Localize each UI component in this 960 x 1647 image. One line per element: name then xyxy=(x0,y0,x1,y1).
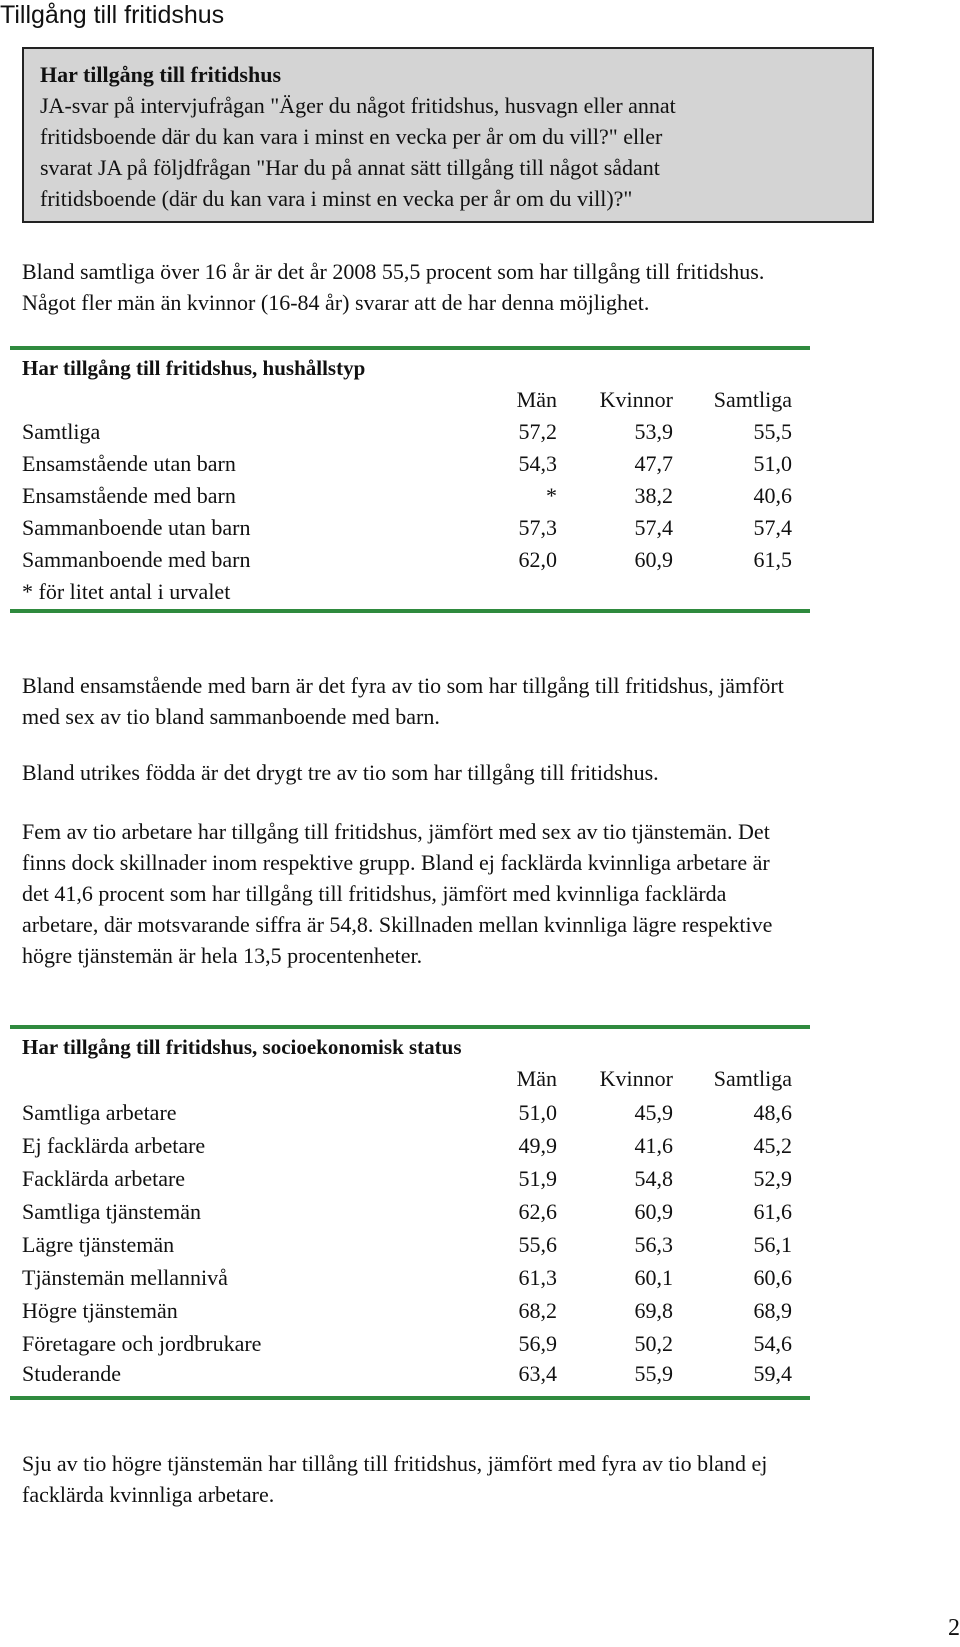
text-line: Något fler män än kvinnor (16-84 år) svarar att de har denna möjlighet. xyxy=(22,290,650,315)
row-label: Studerande xyxy=(22,1361,121,1386)
cell-men: 55,6 xyxy=(518,1232,557,1257)
cell-women: 45,9 xyxy=(634,1100,673,1125)
cell-men: 57,3 xyxy=(518,515,557,540)
intro-paragraph xyxy=(22,256,942,318)
cell-women: 57,4 xyxy=(634,515,673,540)
row-label: Samtliga xyxy=(22,419,101,444)
cell-men: 62,6 xyxy=(518,1199,557,1224)
text-line: facklärda kvinnliga arbetare. xyxy=(22,1482,275,1507)
table-bottom-rule xyxy=(10,1396,810,1400)
table-row xyxy=(10,1130,810,1162)
cell-women: 69,8 xyxy=(634,1298,673,1323)
cell-women: 53,9 xyxy=(634,419,673,444)
table-row xyxy=(10,1196,810,1228)
definition-line: fritidsboende där du kan vara i minst en vecka per år om du vill?" eller xyxy=(40,124,663,149)
row-label: Högre tjänstemän xyxy=(22,1298,178,1323)
cell-all: 55,5 xyxy=(753,419,792,444)
row-label: Företagare och jordbrukare xyxy=(22,1331,262,1356)
socioeconomic-status-table xyxy=(10,1025,810,1354)
cell-all: 45,2 xyxy=(753,1133,792,1158)
cell-men: 63,4 xyxy=(518,1361,557,1386)
table-header-row xyxy=(10,384,810,416)
table-header-row xyxy=(10,1063,810,1095)
table-row xyxy=(10,416,810,448)
cell-men: 54,3 xyxy=(518,451,557,476)
row-label: Sammanboende utan barn xyxy=(22,515,251,540)
text-line: högre tjänstemän är hela 13,5 procentenheter. xyxy=(22,943,423,968)
paragraph xyxy=(22,816,942,971)
row-label: Ensamstående med barn xyxy=(22,483,236,508)
paragraph xyxy=(22,757,942,788)
column-header-women: Kvinnor xyxy=(599,1066,673,1091)
cell-men: 49,9 xyxy=(518,1133,557,1158)
text-line: Bland ensamstående med barn är det fyra av tio som har tillgång till fritidshus, jämfört xyxy=(22,673,784,698)
cell-women: 55,9 xyxy=(634,1361,673,1386)
cell-women: 60,9 xyxy=(634,1199,673,1224)
definition-line: fritidsboende (där du kan vara i minst en vecka per år om du vill)?" xyxy=(40,186,633,211)
cell-all: 51,0 xyxy=(753,451,792,476)
column-header-all: Samtliga xyxy=(713,387,792,412)
table-footnote-row xyxy=(10,576,810,608)
text-line: det 41,6 procent som har tillgång till fritidshus, jämfört med kvinnliga facklärda xyxy=(22,881,727,906)
cell-all: 40,6 xyxy=(753,483,792,508)
section-heading: Tillgång till fritidshus xyxy=(0,1,225,29)
cell-all: 52,9 xyxy=(753,1166,792,1191)
table-row xyxy=(10,544,810,576)
cell-women: 38,2 xyxy=(634,483,673,508)
table-row xyxy=(10,1358,810,1390)
row-label: Samtliga arbetare xyxy=(22,1100,177,1125)
column-header-women: Kvinnor xyxy=(599,387,673,412)
table-row xyxy=(10,1229,810,1261)
cell-men: 57,2 xyxy=(518,419,557,444)
cell-men: 56,9 xyxy=(518,1331,557,1356)
text-line: Sju av tio högre tjänstemän har tillång till fritidshus, jämfört med fyra av tio bland ej xyxy=(22,1451,768,1476)
cell-all: 56,1 xyxy=(753,1232,792,1257)
table-row xyxy=(10,480,810,512)
cell-all: 59,4 xyxy=(753,1361,792,1386)
cell-men: 68,2 xyxy=(518,1298,557,1323)
row-label: Ej facklärda arbetare xyxy=(22,1133,206,1158)
text-line: arbetare, där motsvarande siffra är 54,8. Skillnaden mellan kvinnliga lägre respektive xyxy=(22,912,773,937)
cell-women: 60,1 xyxy=(634,1265,673,1290)
cell-all: 57,4 xyxy=(753,515,792,540)
table-row xyxy=(10,1295,810,1327)
cell-all: 48,6 xyxy=(753,1100,792,1125)
table-footnote: * för litet antal i urvalet xyxy=(22,579,231,604)
cell-all: 68,9 xyxy=(753,1298,792,1323)
household-type-table xyxy=(10,346,810,613)
cell-men: 51,0 xyxy=(518,1100,557,1125)
row-label: Facklärda arbetare xyxy=(22,1166,186,1191)
table-title: Har tillgång till fritidshus, socioekonomisk status xyxy=(22,1035,462,1059)
text-line: Bland samtliga över 16 år är det år 2008 55,5 procent som har tillgång till fritidshus. xyxy=(22,259,765,284)
text-line: med sex av tio bland sammanboende med barn. xyxy=(22,704,440,729)
definition-line: JA-svar på intervjufrågan "Äger du något fritidshus, husvagn eller annat xyxy=(40,93,676,118)
table-row xyxy=(10,1328,810,1360)
column-header-all: Samtliga xyxy=(713,1066,792,1091)
cell-women: 50,2 xyxy=(634,1331,673,1356)
page-number: 2 xyxy=(948,1615,960,1641)
table-row xyxy=(10,1163,810,1195)
cell-men: 62,0 xyxy=(518,547,557,572)
text-line: finns dock skillnader inom respektive grupp. Bland ej facklärda kvinnliga arbetare är xyxy=(22,850,770,875)
definition-title: Har tillgång till fritidshus xyxy=(40,62,282,87)
column-header-men: Män xyxy=(516,1066,557,1091)
row-label: Sammanboende med barn xyxy=(22,547,251,572)
cell-women: 41,6 xyxy=(634,1133,673,1158)
text-line: Bland utrikes födda är det drygt tre av tio som har tillgång till fritidshus. xyxy=(22,760,659,785)
row-label: Ensamstående utan barn xyxy=(22,451,236,476)
cell-women: 54,8 xyxy=(634,1166,673,1191)
column-header-men: Män xyxy=(516,387,557,412)
cell-men: 51,9 xyxy=(518,1166,557,1191)
cell-women: 60,9 xyxy=(634,547,673,572)
definition-line: svarat JA på följdfrågan "Har du på annat sätt tillgång till något sådant xyxy=(40,155,660,180)
table-row xyxy=(10,1097,810,1129)
cell-all: 61,6 xyxy=(753,1199,792,1224)
cell-women: 56,3 xyxy=(634,1232,673,1257)
table-row xyxy=(10,1262,810,1294)
table-title: Har tillgång till fritidshus, hushållstyp xyxy=(22,356,366,380)
paragraph xyxy=(22,1448,942,1510)
cell-men: * xyxy=(546,483,557,508)
text-line: Fem av tio arbetare har tillgång till fritidshus, jämfört med sex av tio tjänstemän. Det xyxy=(22,819,770,844)
row-label: Tjänstemän mellannivå xyxy=(22,1265,228,1290)
row-label: Lägre tjänstemän xyxy=(22,1232,175,1257)
cell-men: 61,3 xyxy=(518,1265,557,1290)
cell-all: 54,6 xyxy=(753,1331,792,1356)
cell-all: 60,6 xyxy=(753,1265,792,1290)
table-row xyxy=(10,512,810,544)
definition-box xyxy=(22,47,874,223)
paragraph xyxy=(22,670,942,732)
row-label: Samtliga tjänstemän xyxy=(22,1199,202,1224)
table-row xyxy=(10,448,810,480)
cell-women: 47,7 xyxy=(634,451,673,476)
cell-all: 61,5 xyxy=(753,547,792,572)
